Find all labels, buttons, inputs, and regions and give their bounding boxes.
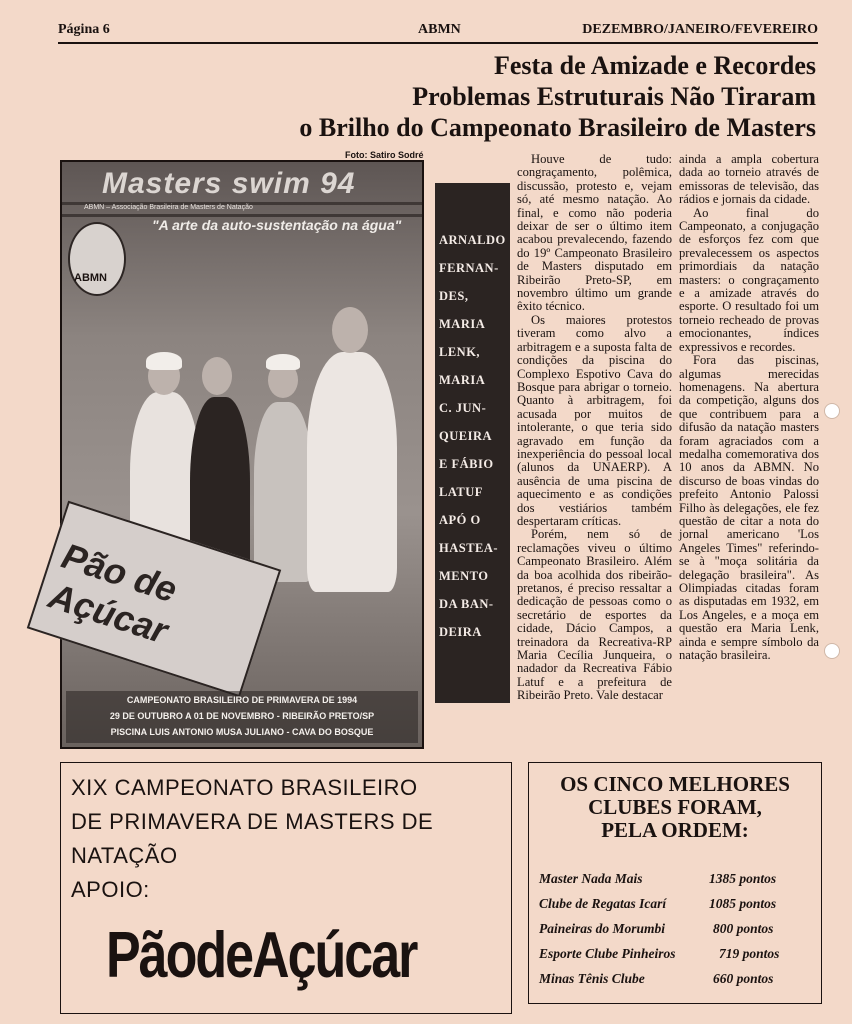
sponsor-line: NATAÇÃO bbox=[71, 843, 178, 868]
article-photo bbox=[44, 160, 424, 749]
club-name: Master Nada Mais bbox=[539, 871, 643, 886]
article-paragraph: Houve de tudo: congraçamento, polêmica, discussão, protesto e, vejam só, até mesmo natação. Ao final, e como não poderia deixar de ser o último item acabou prevalecendo, fazendo do 19º Campeonato Brasileiro de Masters disputado em Ribeirão Preto-SP, em novembro último um grande êxito técnico. bbox=[517, 152, 672, 314]
person-silhouette bbox=[254, 402, 312, 582]
sidebar-line: MARIA bbox=[439, 373, 486, 387]
caption-line: CAMPEONATO BRASILEIRO DE PRIMAVERA DE 1994 bbox=[126, 695, 358, 705]
club-points: 800 pontos bbox=[713, 921, 774, 936]
article-paragraph: ainda a ampla cobertura dada ao torneio através de emissoras de televisão, das rádios e jornais da cidade. bbox=[679, 152, 819, 207]
title-line: Problemas Estruturais Não Tiraram bbox=[412, 82, 816, 111]
sidebar-line: FERNAN- bbox=[439, 261, 499, 275]
sidebar-line: DES, bbox=[439, 289, 469, 303]
article-column-2 bbox=[679, 153, 819, 662]
pao-de-acucar-logo: PãodeAçúcar bbox=[106, 919, 417, 992]
club-name: Minas Tênis Clube bbox=[539, 971, 645, 986]
binder-hole bbox=[824, 643, 840, 659]
article-column-1 bbox=[517, 153, 672, 703]
photo-caption-sidebar bbox=[435, 183, 510, 703]
sidebar-line: HASTEA- bbox=[439, 541, 499, 555]
sidebar-line: ARNALDO bbox=[439, 233, 506, 247]
article-paragraph: Porém, nem só de reclamações viveu o último Campeonato Brasileiro. Além da boa acolhida dos ribeirão-pretanos, é preciso ressaltar a dedicação de pessoas como o secretário de esportes da cidade, Dácio Campos, a treinadora da Recreativa-RP Maria Cecília Junqueira, o nadador da Recreativa Fábio Latuf e a prefeitura de Ribeirão Preto. Vale destacar bbox=[517, 527, 672, 703]
photo-credit: Foto: Satiro Sodré bbox=[345, 150, 424, 160]
club-points: 660 pontos bbox=[713, 971, 774, 986]
club-points: 1085 pontos bbox=[709, 896, 777, 911]
sign-text: Pão de Açúcar bbox=[44, 534, 182, 652]
banner-tagline: "A arte da auto-sustentação na água" bbox=[152, 217, 402, 233]
publication-name: ABMN bbox=[418, 22, 461, 37]
sidebar-line: E FÁBIO bbox=[439, 457, 494, 471]
person-head bbox=[202, 357, 232, 395]
sidebar-line: APÓ O bbox=[439, 513, 481, 527]
club-name: Paineiras do Morumbi bbox=[539, 921, 666, 936]
title-line: o Brilho do Campeonato Brasileiro de Masters bbox=[299, 113, 816, 142]
sidebar-line: DA BAN- bbox=[439, 597, 494, 611]
binder-hole bbox=[824, 403, 840, 419]
ranking-title-line: PELA ORDEM: bbox=[601, 818, 749, 842]
ranking-title-line: OS CINCO MELHORES bbox=[560, 772, 790, 796]
cap-shape bbox=[146, 352, 182, 370]
sponsor-line: XIX CAMPEONATO BRASILEIRO bbox=[71, 775, 418, 800]
sponsor-line: DE PRIMAVERA DE MASTERS DE bbox=[71, 809, 434, 834]
caption-line: 29 DE OUTUBRO A 01 DE NOVEMBRO - RIBEIRÃO PRETO/SP bbox=[109, 711, 375, 721]
sidebar-line: MENTO bbox=[439, 569, 489, 583]
issue-date: DEZEMBRO/JANEIRO/FEVEREIRO bbox=[582, 22, 818, 37]
club-name: Clube de Regatas Icarí bbox=[539, 896, 667, 911]
club-points: 719 pontos bbox=[719, 946, 780, 961]
ranking-title-line: CLUBES FORAM, bbox=[588, 795, 762, 819]
article-paragraph: Fora das piscinas, algumas merecidas homenagens. Na abertura da competição, alguns dos que contribuem para a difusão da natação masters foram agraciados com a medalha comemorativa dos 10 anos da ABMN. No discurso de boas vindas do prefeito Antonio Palossi Filho às delegações, ele fez questão de citar a nota do jornal americano 'Los Angeles Times" referindo-se à "moça solitária da delegação brasileira". As Olimpiadas citadas foram as disputadas em 1932, em Los Angeles, e a moça em questão era Maria Lenk, ainda e sempre símbolo da natação brasileira. bbox=[679, 353, 819, 663]
photo-caption-banner bbox=[66, 691, 418, 743]
page-number: Página 6 bbox=[58, 22, 110, 37]
banner-subtitle: ABMN – Associação Brasileira de Masters de Natação bbox=[84, 204, 253, 211]
sidebar-line: C. JUN- bbox=[439, 401, 487, 415]
sidebar-line: LENK, bbox=[439, 345, 481, 359]
person-silhouette bbox=[307, 352, 397, 592]
sidebar-line: DEIRA bbox=[439, 625, 482, 639]
person-head bbox=[332, 307, 368, 353]
abmn-logo-text: ABMN bbox=[74, 272, 107, 284]
ranking-box bbox=[528, 762, 822, 1004]
article-title bbox=[200, 50, 816, 143]
sponsor-box bbox=[60, 762, 512, 1014]
abmn-logo bbox=[68, 222, 126, 296]
sidebar-line: LATUF bbox=[439, 485, 483, 499]
article-paragraph: Os maiores protestos tiveram como alvo a arbitragem e a suposta falta de condições da piscina do Complexo Espotivo Cava do Bosque para abrigar o torneio. Quanto à arbitragem, foi acusada por muitos de intolerante, o que teria sido agravado em função da inexperiência do pessoal local (alunos da UNAERP). A ausência de uma piscina de aquecimento e as condições dos vestiários também despertaram críticas. bbox=[517, 312, 672, 528]
page-header bbox=[58, 22, 818, 44]
article-paragraph: Ao final do Campeonato, a conjugação de esforços fez com que prevalecessem os aspectos primordiais da natação masters: o congraçamento e a amizade através do esporte. O resultado foi um torneio recheado de provas emocionantes, índices expressivos e recordes. bbox=[679, 205, 819, 354]
sidebar-line: MARIA bbox=[439, 317, 486, 331]
club-points: 1385 pontos bbox=[709, 871, 777, 886]
club-name: Esporte Clube Pinheiros bbox=[539, 946, 676, 961]
title-line: Festa de Amizade e Recordes bbox=[493, 51, 816, 80]
ranking-title bbox=[529, 773, 821, 842]
sponsor-line: APOIO: bbox=[71, 877, 150, 902]
cap-shape bbox=[266, 354, 300, 370]
caption-line: PISCINA LUIS ANTONIO MUSA JULIANO - CAVA DO BOSQUE bbox=[110, 727, 374, 737]
banner-title: Masters swim 94 bbox=[102, 167, 356, 200]
sidebar-line: QUEIRA bbox=[439, 429, 493, 443]
